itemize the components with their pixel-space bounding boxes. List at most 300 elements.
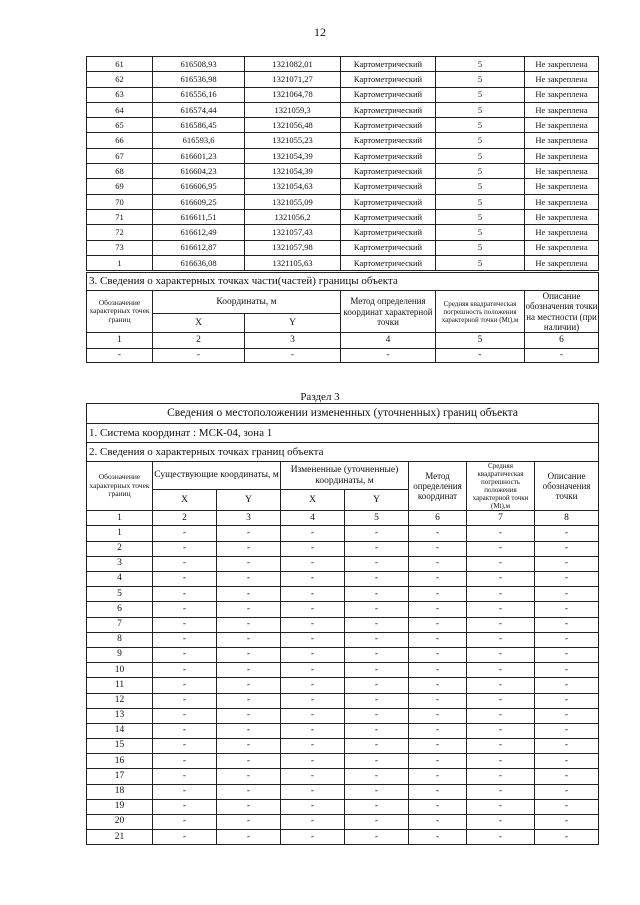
table-cell: - [281,647,345,662]
table-cell: - [281,632,345,647]
table-cell: 616601,23 [153,148,245,163]
table-cell: - [345,587,409,602]
table-cell: 5 [436,57,525,72]
header-description: Описание обозначения точки на местности (при наличии) [525,291,598,333]
table-row [87,754,599,769]
table-cell: - [467,587,535,602]
table-cell: - [409,556,467,571]
table-cell: 69 [87,179,153,194]
table-cell: - [281,617,345,632]
table-cell: - [217,663,281,678]
table-cell: - [153,708,217,723]
table-cell: - [217,815,281,830]
table-cell: - [409,602,467,617]
table-cell: 1321055,23 [245,133,341,148]
table-cell: - [467,815,535,830]
table-cell: - [345,678,409,693]
table-cell: - [217,647,281,662]
point-number: 2 [87,541,153,556]
table-cell: - [535,708,599,723]
table-row [87,647,599,662]
table-cell: 5 [436,102,525,117]
table-cell: Картометрический [341,133,436,148]
point-number: 11 [87,678,153,693]
table-cell: - [281,556,345,571]
header-changed-coords: Измененные (уточненные) координаты, м [281,462,409,490]
table-cell: - [217,632,281,647]
table-cell: - [153,617,217,632]
column-number: 1 [87,333,153,349]
table-cell: - [153,799,217,814]
table-cell: 1321064,78 [245,87,341,102]
table-cell: - [153,830,217,845]
table-cell: Не закреплена [525,225,599,240]
table-cell: - [409,541,467,556]
table-cell: - [409,632,467,647]
table-cell: - [409,693,467,708]
table-cell: - [345,602,409,617]
table-row [87,587,599,602]
table-row [87,602,599,617]
top-points-table [86,56,599,271]
table-cell: 1321054,39 [245,148,341,163]
table-cell: 1321057,98 [245,240,341,255]
table-cell: 616508,93 [153,57,245,72]
table-cell: 616556,16 [153,87,245,102]
table-cell: 72 [87,225,153,240]
table-cell: Картометрический [341,225,436,240]
table-cell: 62 [87,72,153,87]
table-cell: 1321056,2 [245,209,341,224]
table-cell: - [535,587,599,602]
table-row [87,541,599,556]
table-cell: Не закреплена [525,72,599,87]
table-cell: Не закреплена [525,255,599,270]
point-number: 6 [87,602,153,617]
table-cell: - [535,739,599,754]
header-accuracy: Средняя квадратическая погрешность положения характерной точки (Mt),м [467,462,535,511]
table-cell: - [217,769,281,784]
table-cell: - [535,769,599,784]
table-cell: - [535,663,599,678]
table-cell: 616604,23 [153,164,245,179]
header-existing-y: Y [217,490,281,511]
table-cell: 616536,98 [153,72,245,87]
table-row [87,678,599,693]
table-cell: 5 [436,179,525,194]
table-row [87,225,599,240]
table-cell: - [345,830,409,845]
point-number: 1 [87,526,153,541]
table-cell: 616586,45 [153,118,245,133]
header-changed-x: X [281,490,345,511]
table-cell: - [153,632,217,647]
table-cell: 73 [87,240,153,255]
table-cell: - [409,769,467,784]
table-cell: - [409,830,467,845]
table-cell: - [345,769,409,784]
table-cell: - [217,678,281,693]
table-cell: - [281,830,345,845]
table-cell: - [467,647,535,662]
table-cell: - [467,602,535,617]
point-number: 12 [87,693,153,708]
column-number: 3 [245,333,341,349]
table-cell: - [217,830,281,845]
table-row [87,349,599,363]
table-cell: Не закреплена [525,102,599,117]
column-number: 5 [345,511,409,526]
header-accuracy: Средняя квадратическая погрешность положения характерной точки (Mt),м [436,291,525,333]
table-cell: - [281,723,345,738]
table-cell: - [345,815,409,830]
table-cell: - [87,349,153,363]
table-row [87,572,599,587]
table-cell: - [217,572,281,587]
table-cell: Картометрический [341,240,436,255]
table-cell: - [345,556,409,571]
table-cell: - [409,663,467,678]
table-cell: - [153,678,217,693]
table-row [87,255,599,270]
table-cell: 5 [436,209,525,224]
table-cell: Картометрический [341,164,436,179]
table-row [87,830,599,845]
table-cell: - [153,349,245,363]
table-cell: - [525,349,599,363]
point-number: 7 [87,617,153,632]
table-cell: 1 [87,255,153,270]
table-cell: - [467,572,535,587]
table-cell: Картометрический [341,209,436,224]
table-cell: - [345,572,409,587]
table-cell: - [153,647,217,662]
table-cell: - [535,723,599,738]
table-cell: Не закреплена [525,87,599,102]
table-cell: 1321056,48 [245,118,341,133]
table-cell: - [153,663,217,678]
table-cell: - [409,723,467,738]
table-cell: - [467,754,535,769]
table-row [87,179,599,194]
table-cell: 1321105,63 [245,255,341,270]
column-number: 4 [281,511,345,526]
table-cell: - [281,572,345,587]
table-cell: - [535,815,599,830]
table-row [87,784,599,799]
table-cell: Не закреплена [525,148,599,163]
table-cell: 616612,49 [153,225,245,240]
table-cell: - [467,739,535,754]
table-cell: - [217,693,281,708]
table-cell: Не закреплена [525,194,599,209]
table-cell: - [535,572,599,587]
table-cell: - [153,754,217,769]
table-cell: - [153,572,217,587]
table-cell: - [535,647,599,662]
table-cell: 63 [87,87,153,102]
header-designation: Обозначение характерных точек границ [87,462,153,511]
table-cell: - [153,723,217,738]
table-cell: 65 [87,118,153,133]
column-number: 1 [87,511,153,526]
table-cell: - [467,723,535,738]
table-cell: - [467,708,535,723]
point-number: 3 [87,556,153,571]
table-cell: - [153,784,217,799]
table-cell: - [535,830,599,845]
column-number: 6 [525,333,599,349]
table-cell: - [409,815,467,830]
point-number: 17 [87,769,153,784]
table-cell: 5 [436,240,525,255]
table-cell: - [535,541,599,556]
table-cell: 616606,95 [153,179,245,194]
table-row [87,708,599,723]
table-cell: - [467,617,535,632]
table-cell: - [217,784,281,799]
point-number: 14 [87,723,153,738]
table-cell: - [281,769,345,784]
table-row [87,194,599,209]
column-number-row [87,511,599,526]
table-cell: - [467,784,535,799]
table-cell: - [535,556,599,571]
table-cell: 1321059,3 [245,102,341,117]
table-cell: - [535,617,599,632]
table-row [87,209,599,224]
table-cell: - [345,647,409,662]
point-number: 4 [87,572,153,587]
table-cell: - [535,693,599,708]
table-cell: - [217,556,281,571]
table-cell: - [535,799,599,814]
table-row [87,164,599,179]
table-cell: Картометрический [341,72,436,87]
table-cell: - [345,708,409,723]
table-cell: - [409,587,467,602]
table-row [87,769,599,784]
table-cell: - [345,617,409,632]
table-cell: - [217,799,281,814]
table-cell: - [281,678,345,693]
table-cell: 616593,6 [153,133,245,148]
column-number: 3 [217,511,281,526]
table-cell: - [345,739,409,754]
table-cell: - [217,708,281,723]
points-heading: 2. Сведения о характерных точках границ объекта [87,443,599,462]
table-cell: - [467,632,535,647]
table-cell: - [153,739,217,754]
table-cell: - [409,784,467,799]
table-cell: - [467,693,535,708]
section3-heading: 3. Сведения о характерных точках части(частей) границы объекта [87,273,599,291]
table-cell: Картометрический [341,87,436,102]
table-cell: - [345,663,409,678]
table-cell: - [217,602,281,617]
table-cell: Не закреплена [525,118,599,133]
table-cell: - [281,754,345,769]
table-cell: Картометрический [341,118,436,133]
table-cell: - [153,602,217,617]
point-number: 21 [87,830,153,845]
column-number: 8 [535,511,599,526]
table-cell: 5 [436,225,525,240]
table-row [87,148,599,163]
table-cell: 1321071,27 [245,72,341,87]
table-row [87,240,599,255]
table-cell: Картометрический [341,179,436,194]
table-cell: Картометрический [341,57,436,72]
table-cell: - [345,632,409,647]
table-cell: - [217,541,281,556]
table-row [87,693,599,708]
table-cell: - [281,587,345,602]
table-cell: Не закреплена [525,164,599,179]
column-number: 7 [467,511,535,526]
table-cell: - [153,526,217,541]
table-row [87,526,599,541]
header-designation: Обозначение характерных точек границ [87,291,153,333]
point-number: 8 [87,632,153,647]
table-cell: - [281,815,345,830]
table-cell: - [409,754,467,769]
table-row [87,739,599,754]
table-cell: - [467,830,535,845]
table-cell: - [281,541,345,556]
table-cell: - [217,754,281,769]
table-cell: - [153,556,217,571]
table-cell: Картометрический [341,102,436,117]
table-cell: - [153,587,217,602]
table-cell: 1321057,43 [245,225,341,240]
table-cell: - [281,708,345,723]
column-number-row [87,333,599,349]
table-cell: - [217,526,281,541]
point-number: 13 [87,708,153,723]
table-cell: - [535,602,599,617]
table-cell: - [281,693,345,708]
point-number: 15 [87,739,153,754]
table-cell: - [409,647,467,662]
table-cell: 5 [436,164,525,179]
table-cell: - [245,349,341,363]
table-row [87,57,599,72]
table-cell: - [345,693,409,708]
table-row [87,556,599,571]
table-cell: Картометрический [341,255,436,270]
table-row [87,799,599,814]
table-cell: - [409,526,467,541]
section-title-razdel: Раздел 3 [300,391,340,403]
table-cell: - [345,526,409,541]
table-cell: 5 [436,72,525,87]
table-cell: - [153,769,217,784]
table-cell: 1321054,63 [245,179,341,194]
header-coordinates: Координаты, м [153,291,341,314]
table-cell: 616609,25 [153,194,245,209]
table-cell: - [281,526,345,541]
table-row [87,815,599,830]
changed-borders-table [86,403,599,845]
table-cell: 70 [87,194,153,209]
table-cell: - [535,678,599,693]
table-cell: 5 [436,255,525,270]
page-number: 12 [314,25,326,39]
table-cell: - [409,739,467,754]
header-y: Y [245,314,341,333]
point-number: 19 [87,799,153,814]
table-cell: Не закреплена [525,57,599,72]
table-cell: - [217,587,281,602]
table-cell: Не закреплена [525,133,599,148]
table-cell: - [535,632,599,647]
table-cell: - [217,723,281,738]
table-cell: - [409,708,467,723]
table-cell: 5 [436,133,525,148]
table-cell: - [217,739,281,754]
part-points-table [86,272,599,363]
table-row [87,102,599,117]
table-row [87,72,599,87]
header-x: X [153,314,245,333]
table-cell: Не закреплена [525,240,599,255]
table-row [87,118,599,133]
table-cell: 68 [87,164,153,179]
table-cell: Не закреплена [525,209,599,224]
table-cell: 616574,44 [153,102,245,117]
table-cell: - [281,602,345,617]
table-cell: - [281,739,345,754]
table-cell: - [345,723,409,738]
table-cell: - [467,663,535,678]
table-cell: - [467,556,535,571]
header-method: Метод определения координат характерной точки [341,291,436,333]
table-cell: - [153,541,217,556]
table-row [87,133,599,148]
table-cell: - [436,349,525,363]
table-cell: 5 [436,87,525,102]
table-row [87,663,599,678]
table-cell: - [535,754,599,769]
table-cell: 616636,08 [153,255,245,270]
table-cell: 616611,51 [153,209,245,224]
point-number: 10 [87,663,153,678]
point-number: 9 [87,647,153,662]
table-cell: - [467,526,535,541]
column-number: 2 [153,333,245,349]
table-cell: - [341,349,436,363]
table-cell: - [345,799,409,814]
table-cell: - [409,678,467,693]
table-row [87,632,599,647]
table-cell: Картометрический [341,194,436,209]
changed-borders-title: Сведения о местоположении измененных (уточненных) границ объекта [87,404,599,424]
table-cell: - [153,693,217,708]
table-cell: 64 [87,102,153,117]
table-cell: 616612,87 [153,240,245,255]
table-cell: Картометрический [341,148,436,163]
table-cell: 5 [436,118,525,133]
table-cell: 67 [87,148,153,163]
table-row [87,87,599,102]
point-number: 18 [87,784,153,799]
table-cell: - [281,799,345,814]
table-cell: - [467,769,535,784]
point-number: 20 [87,815,153,830]
table-cell: 1321054,39 [245,164,341,179]
table-cell: - [467,799,535,814]
